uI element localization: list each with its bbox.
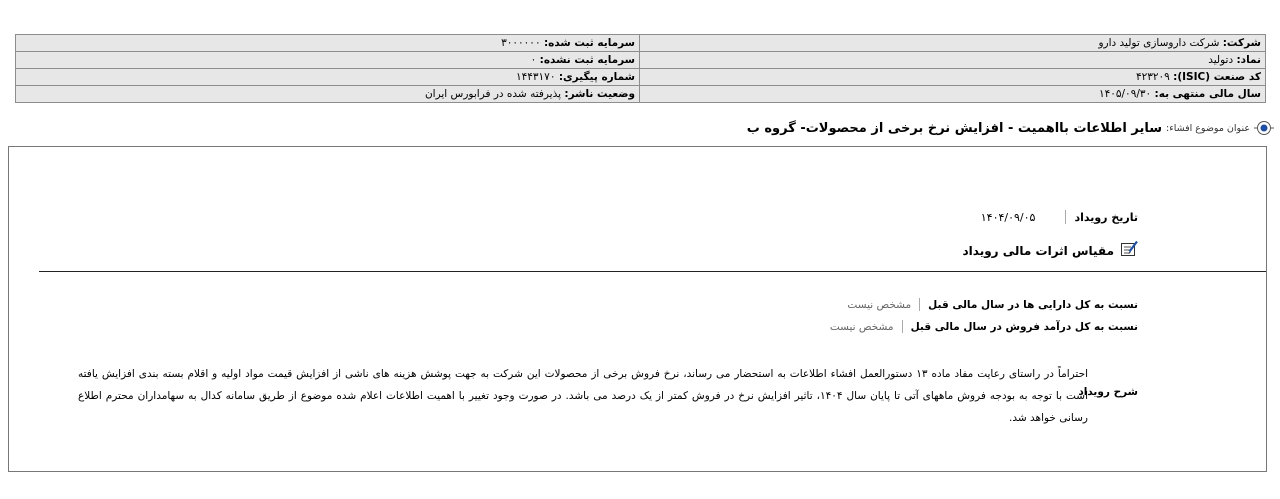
symbol-value: دتولید [1208, 54, 1234, 66]
divider [919, 298, 920, 311]
publisher-status-label: وضعیت ناشر: [564, 88, 635, 100]
tracking-number-label: شماره پیگیری: [558, 71, 635, 83]
publisher-status-value: پذیرفته شده در فرابورس ایران [424, 88, 562, 100]
radio-bullet-icon [1254, 118, 1274, 138]
assets-ratio-label: نسبت به کل دارایی ها در سال مالی قبل [928, 298, 1138, 311]
table-row [16, 52, 1266, 69]
fiscal-year-label: سال مالی منتهی به: [1154, 88, 1261, 100]
assets-ratio-row [847, 298, 1138, 311]
fiscal-year-value: ۱۴۰۵/۰۹/۳۰ [1098, 88, 1152, 100]
registered-capital-label: سرمایه ثبت شده: [543, 37, 635, 49]
event-date-label: تاریخ رویداد [1074, 210, 1138, 224]
subject-label: عنوان موضوع افشاء: [1166, 122, 1250, 134]
description-label: شرح رویداد [1078, 386, 1138, 398]
sales-ratio-value: مشخص نیست [829, 320, 894, 333]
unregistered-capital-label: سرمایه ثبت نشده: [539, 54, 635, 66]
symbol-cell [640, 52, 1266, 69]
isic-value: ۴۲۳۲۰۹ [1135, 71, 1170, 83]
assets-ratio-value: مشخص نیست [847, 298, 912, 311]
tracking-number-cell [16, 69, 640, 86]
unregistered-capital-cell [16, 52, 640, 69]
subject-title: سایر اطلاعات بااهمیت - افزایش نرخ برخی از محصولات- گروه ب [746, 120, 1163, 136]
symbol-label: نماد: [1236, 54, 1261, 66]
registered-capital-value: ۳۰۰۰۰۰۰ [501, 37, 541, 49]
event-description-row [78, 363, 1138, 429]
financial-impact-heading [963, 240, 1140, 261]
section-title: مقیاس اثرات مالی رویداد [962, 243, 1114, 258]
description-label-cell [1078, 363, 1138, 399]
disclosure-subject [747, 118, 1274, 138]
fiscal-year-cell [640, 86, 1266, 103]
unregistered-capital-value: ۰ [530, 54, 537, 66]
company-info-table [15, 34, 1266, 103]
sales-ratio-label: نسبت به کل درآمد فروش در سال مالی قبل [910, 320, 1138, 333]
event-details-panel [8, 146, 1267, 472]
event-date-row [981, 210, 1138, 224]
company-value: شرکت داروسازی تولید دارو [1098, 37, 1220, 49]
isic-cell [640, 69, 1266, 86]
isic-label: کد صنعت (ISIC): [1173, 71, 1261, 83]
sales-ratio-row [830, 320, 1138, 333]
registered-capital-cell [16, 35, 640, 52]
edit-note-icon [1120, 240, 1140, 261]
description-text: احتراماً در راستای رعایت مفاد ماده ۱۳ دستورالعمل افشاء اطلاعات به استحضار می رساند، نرخ فروش برخی از محصولات این شرکت به جهت پوشش هزینه های ناشی از افزایش قیمت مواد اولیه و اقلام بسته بندی افزایش یافته است با توجه به بودجه فروش ماههای آتی تا پایان سال ۱۴۰۴، تاثیر افزایش نرخ در فروش کمتر از یک درصد می باشد. در صورت وجود تغییر با اهمیت اطلاعات اعلام شده موضوع از طریق سامانه کدال به سهامداران محترم اطلاع رسانی خواهد شد. [78, 368, 1089, 424]
tracking-number-value: ۱۴۴۳۱۷۰ [515, 71, 556, 83]
divider [902, 320, 903, 333]
divider [1065, 210, 1066, 224]
table-row [16, 69, 1266, 86]
section-divider [39, 271, 1266, 272]
table-row [16, 35, 1266, 52]
event-date-value: ۱۴۰۴/۰۹/۰۵ [980, 210, 1036, 224]
table-row [16, 86, 1266, 103]
company-label: شرکت: [1222, 37, 1261, 49]
company-cell [640, 35, 1266, 52]
publisher-status-cell [16, 86, 640, 103]
